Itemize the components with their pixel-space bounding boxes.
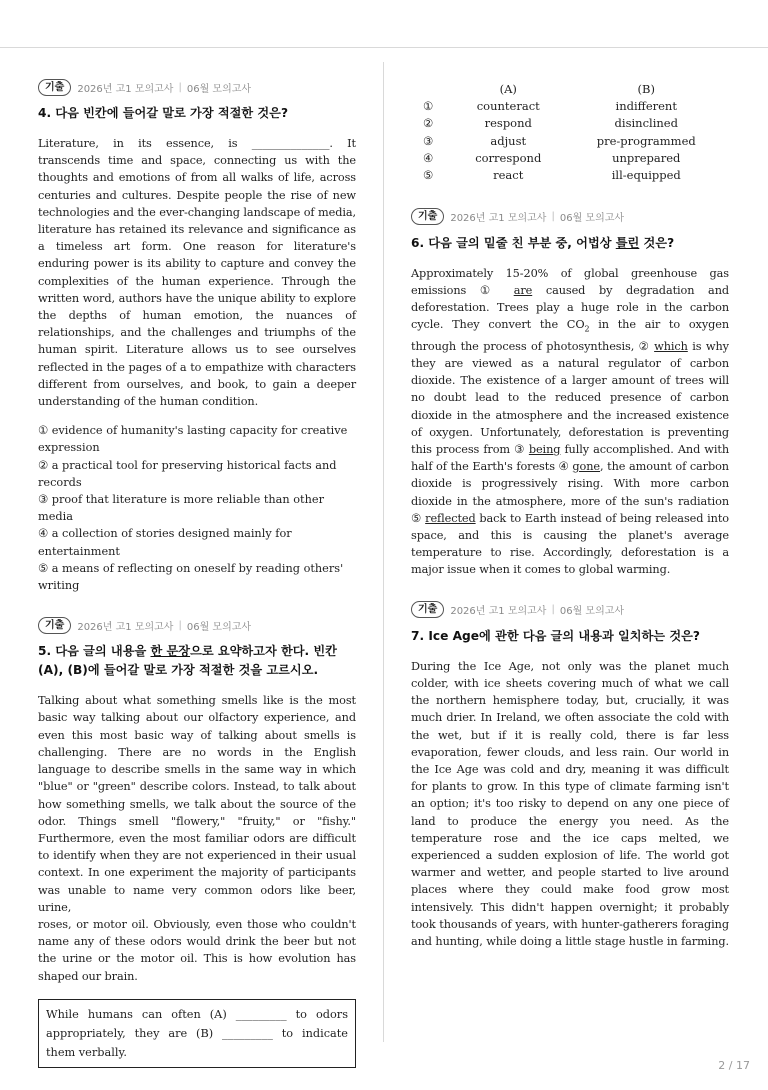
question-7 [411, 601, 729, 950]
row-number: ⑤ [423, 168, 434, 183]
question-passage: Literature, in its essence, is ______________. It transcends time and space, connecting us with the thoughts and emotions of from all walks of life, across centuries and cultures. Despite people the rise of new technologies and the ever-changing landscape of media, literature has retained its relevance and significance as a timeless art form. One reason for literature's enduring power is its ability to capture and convey the complexities of the human experience. Through the written word, authors have the unique ability to explore the depths of human emotion, the nuances of relationships, and the challenges and triumphs of the human spirit. Literature allows us to see ourselves reflected in the pages of a to empathize with characters different from ourselves, and book, to gain a deeper understanding of the human condition. [38, 137, 356, 409]
table-header-row [411, 80, 729, 97]
question-meta [411, 601, 729, 619]
question-title [38, 642, 356, 680]
exam-year: 2026년 고1 모의고사 [450, 213, 547, 225]
question-title: 7. Ice Age에 관한 다음 글의 내용과 일치하는 것은? [411, 628, 700, 643]
question-passage-continued: roses, or motor oil. Obviously, even those who couldn't name any of these odors would drink the beer but not the urine or the motor oil. This is how evolution has shaped our brain. [38, 917, 356, 983]
question-passage: Talking about what something smells like is the most basic way talking about our olfactory experience, and even this most basic way of talking about smells is challenging. There are no words in the English language to describe smells in the same way in which "blue" or "green" describe colors. Instead, to talk about how something smells, we talk about the source of the odor. Things smell "flowery," "fruity," or "fishy." Furthermore, even the most familiar odors are difficult to identify when they are not experienced in their usual context. In one experiment the majority of participants was unable to name very common odors like beer, urine, [38, 694, 356, 914]
cell-a: counteract [476, 98, 540, 113]
page-number: 2 / 17 [718, 1059, 750, 1072]
title-underlined: 틀린 [615, 235, 640, 250]
row-number: ② [423, 116, 434, 131]
cell-b: disinclined [614, 116, 678, 131]
title-part: 으로 요약하고자 한다. 빈칸 (A), (B)에 들어갈 말로 가장 적절한 것을 고르시오. [38, 644, 337, 678]
question-title: 4. 다음 빈칸에 들어갈 말로 가장 적절한 것은? [38, 106, 289, 120]
marker-1: ① [479, 283, 514, 297]
meta-separator: | [178, 81, 182, 93]
exam-year: 2026년 고1 모의고사 [77, 83, 174, 95]
marker-4: ④ [558, 460, 573, 474]
header-a: (A) [499, 81, 517, 96]
marker-3: ③ [514, 443, 529, 457]
question-passage: Approximately 15-20% of global greenhouse gas emissions ① are caused by degradation and deforestation. Trees play a huge role in the carbon cycle. They convert the $CO_2$ in the air to oxygen through the process of photosynthesis, ② which is why they are viewed as a natural regulator of carbon dioxide. The existence of a larger amount of trees will no doubt lead to the reduced presence of carbon dioxide in the atmosphere and the increased existence of oxygen. Unfortunately, deforestation is preventing this process from ③ being fully accomplished. And with half of the Earth's forests ④ gone, the amount of carbon dioxide is progressively rising. With more carbon dioxide in the atmosphere, more of the sun's radiation ⑤ reflected back to Earth instead of being released into space, and this is causing the planet's average temperature to rise. Accordingly, deforestation is a major issue when it comes to global warming. [411, 266, 729, 577]
question-meta [411, 208, 729, 226]
marker-2: ② [638, 339, 655, 353]
column-divider [383, 62, 384, 1042]
cell-b: ill-equipped [611, 168, 681, 183]
title-part: 것은? [639, 235, 675, 250]
exam-year: 2026년 고1 모의고사 [77, 621, 174, 633]
underlined-1: are [513, 283, 533, 297]
cell-a: adjust [490, 133, 527, 148]
question-6 [411, 208, 729, 579]
underlined-2: which [654, 339, 688, 353]
cell-a: correspond [475, 150, 542, 165]
subscript: 2 [584, 324, 590, 334]
underlined-5: reflected [425, 511, 476, 525]
answer-options [38, 422, 356, 594]
underlined-3: being [528, 443, 561, 457]
row-number: ④ [423, 150, 434, 165]
exam-month: 06월 모의고사 [559, 606, 625, 618]
table-row[interactable] [411, 97, 729, 114]
option-1[interactable]: ① evidence of humanity's lasting capacity for creative expression [38, 424, 348, 455]
table-row[interactable] [411, 166, 729, 183]
row-number: ① [423, 98, 434, 113]
ab-answer-table [411, 80, 729, 184]
cell-b: unprepared [612, 150, 681, 165]
cell-b: pre-programmed [596, 133, 696, 148]
question-title [411, 234, 729, 253]
title-part: 6. 다음 글의 밑줄 친 부분 중, 어법상 [411, 235, 616, 250]
exam-month: 06월 모의고사 [186, 83, 252, 95]
cell-a: respond [484, 116, 532, 131]
question-5 [38, 616, 356, 1067]
option-4[interactable]: ④ a collection of stories designed mainly for entertainment [38, 527, 292, 558]
table-row[interactable] [411, 149, 729, 166]
row-number: ③ [423, 133, 434, 148]
option-5[interactable]: ⑤ a means of reflecting on oneself by reading others' writing [38, 561, 344, 593]
exam-badge: 기출 [411, 601, 444, 618]
exam-year: 2026년 고1 모의고사 [450, 606, 547, 618]
marker-5: ⑤ [411, 511, 426, 525]
left-column [38, 78, 356, 1090]
underlined-4: gone [572, 460, 600, 474]
table-row[interactable] [411, 132, 729, 149]
exam-month: 06월 모의고사 [559, 213, 625, 225]
meta-separator: | [551, 211, 555, 223]
option-3[interactable]: ③ proof that literature is more reliable than other media [38, 493, 324, 524]
meta-separator: | [178, 619, 182, 631]
header-rule [0, 47, 768, 48]
right-column [411, 78, 729, 972]
exam-month: 06월 모의고사 [186, 621, 252, 633]
option-2[interactable]: ② a practical tool for preserving historical facts and records [38, 458, 337, 489]
exam-badge: 기출 [38, 79, 71, 96]
cell-b: indifferent [615, 98, 677, 113]
exam-badge: 기출 [38, 617, 71, 634]
title-underlined: 한 문장 [150, 644, 191, 659]
question-meta [38, 616, 356, 634]
header-b: (B) [637, 81, 655, 96]
meta-separator: | [551, 604, 555, 616]
question-passage: During the Ice Age, not only was the planet much colder, with ice sheets covering much of what we call the northern hemisphere today, but, crucially, it was much drier. In Ireland, we often associate the cold with the wet, but if it is really cold, there is far less evaporation, fewer clouds, and less rain. Our world in the Ice Age was cold and dry, meaning it was difficult for plants to grow. In this type of climate farming isn't an option; it's too risky to depend on any one piece of land to produce the energy you need. As the temperature rose and the ice caps melted, we experienced a sudden explosion of life. The world got warmer and wetter, and people started to live around places where they could make food grow most intensively. This didn't happen overnight; it probably took thousands of years, with hunter-gatherers foraging and hunting, while doing a little stage hustle in farming. [411, 659, 729, 948]
exam-badge: 기출 [411, 208, 444, 225]
cell-a: react [493, 168, 524, 183]
summary-box: While humans can often (A) _________ to odors appropriately, they are (B) _________ to indicate them verbally. [38, 999, 356, 1068]
title-part: 5. 다음 글의 내용을 [38, 644, 151, 659]
question-4 [38, 78, 356, 594]
table-row[interactable] [411, 115, 729, 132]
question-meta [38, 78, 356, 96]
